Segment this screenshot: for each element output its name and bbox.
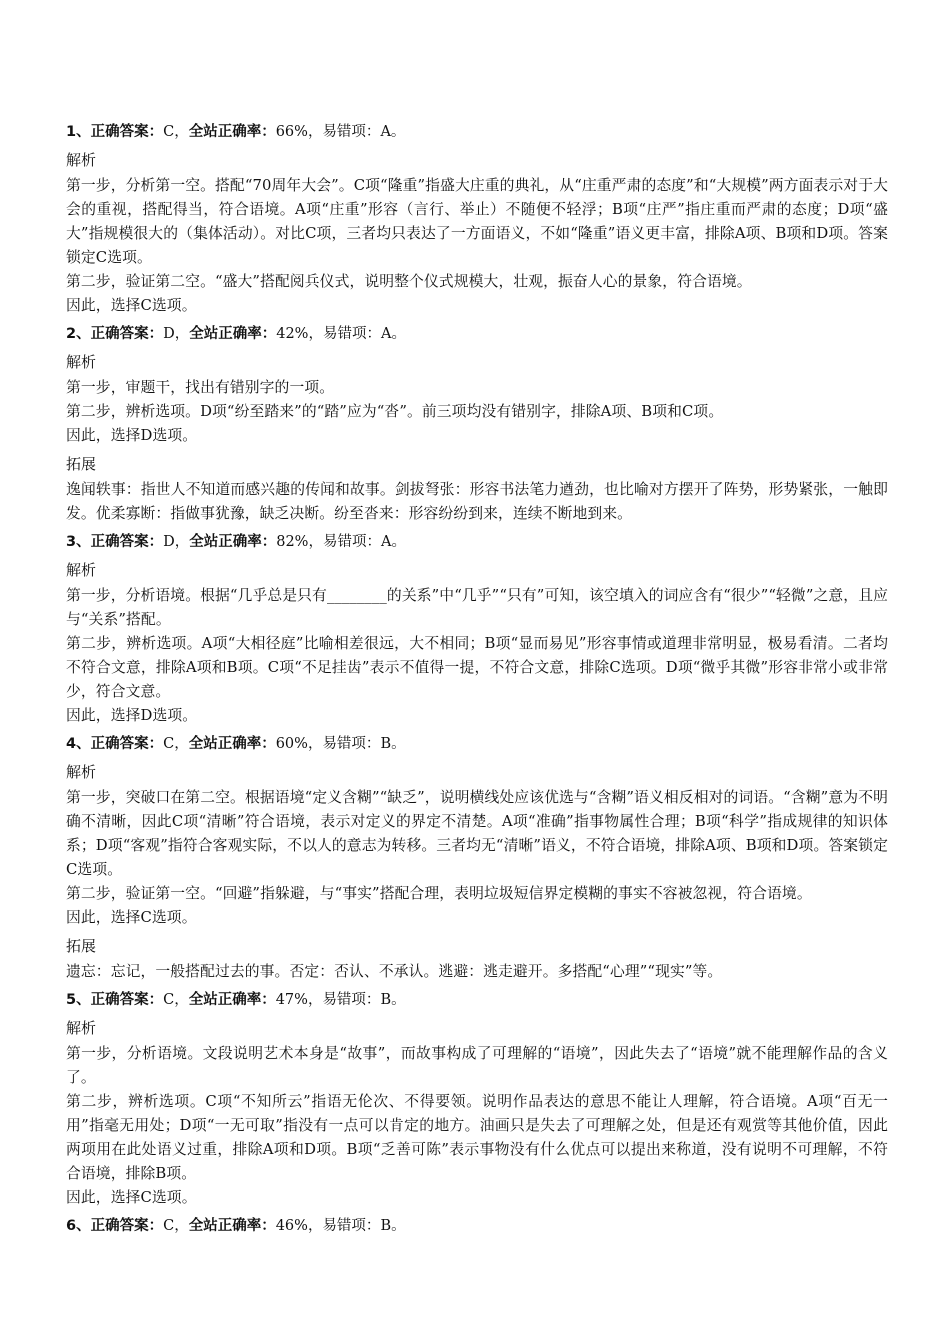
analysis-step: 第二步，验证第一空。“回避”指躲避，与“事实”搭配合理，表明垃圾短信界定模糊的事实不容被忽视，符合语境。	[66, 885, 812, 902]
colon: ：	[261, 736, 276, 752]
accuracy-rate: 82%	[276, 534, 309, 550]
wrong-option: A	[380, 534, 392, 550]
wrong-label: 易错项：	[322, 124, 381, 140]
correct-answer: C	[163, 1218, 175, 1234]
analysis-step: 第一步，分析语境。根据“几乎总是只有________的关系”中“几乎”“只有”可知，该空填入的词应含有“很少”“轻微”之意，且应与“关系”搭配。	[66, 587, 888, 628]
question-3-analysis	[66, 584, 888, 728]
accuracy-rate: 47%	[275, 992, 308, 1008]
colon: ：	[261, 534, 277, 550]
wrong-option: A	[380, 124, 391, 140]
question-6-header	[66, 1214, 888, 1238]
correct-answer: D	[163, 534, 175, 550]
rate-label: 全站正确率	[188, 1218, 262, 1234]
question-2-analysis	[66, 376, 888, 448]
wrong-option: A	[380, 326, 392, 342]
wrong-option: B	[380, 1218, 392, 1234]
wrong-label: 易错项：	[322, 992, 381, 1008]
analysis-heading: 解析	[66, 1019, 97, 1037]
colon: ：	[261, 124, 276, 140]
comma: ，	[174, 992, 189, 1008]
question-1-header	[66, 120, 888, 144]
wrong-option: B	[380, 736, 392, 752]
answer-label: 正确答案	[90, 736, 149, 752]
analysis-step: 第二步，辨析选项。D项“纷至踏来”的“踏”应为“沓”。前三项均没有错别字，排除A项、B项和C项。	[66, 403, 724, 420]
question-5-analysis	[66, 1042, 888, 1210]
correct-answer: C	[163, 124, 175, 140]
comma: ，	[307, 992, 323, 1008]
question-number: 6、	[66, 1218, 91, 1234]
question-2-expand	[66, 478, 888, 526]
analysis-step: 第一步，突破口在第二空。根据语境“定义含糊”“缺乏”，说明横线处应该优选与“含糊”语义相反相对的词语。“含糊”意为不明确不清晰，因此C项“清晰”符合语境，表示对定义的界定不清楚。A项“准确”指事物属性合理；B项“科学”指成规律的知识体系；D项“客观”指符合客观实际，不以人的意志为转移。三者均无“清晰”语义，不符合语境，排除A项、B项和D项。答案锁定C选项。	[66, 789, 888, 878]
question-4-analysis	[66, 786, 888, 930]
colon: ：	[148, 1218, 164, 1234]
question-number: 2、	[66, 326, 91, 342]
question-4-expand	[66, 960, 888, 984]
colon: ：	[261, 326, 277, 342]
period: 。	[391, 534, 406, 550]
wrong-label: 易错项：	[322, 1218, 381, 1234]
analysis-conclusion: 因此，选择C选项。	[66, 297, 197, 314]
question-5-header	[66, 988, 888, 1012]
analysis-heading: 解析	[66, 353, 97, 371]
expand-text: 遗忘：忘记，一般搭配过去的事。否定：否认、不承认。逃避：逃走避开。多搭配“心理”“现实”等。	[66, 963, 723, 980]
question-number: 3、	[66, 534, 91, 550]
analysis-step: 第一步，分析第一空。搭配“70周年大会”。C项“隆重”指盛大庄重的典礼，从“庄重严肃的态度”和“大规模”两方面表示对于大会的重视，搭配得当，符合语境。A项“庄重”形容（言行、举止）不随便不轻浮；B项“庄严”指庄重而严肃的态度；D项“盛大”指规模很大的（集体活动）。对比C项，三者均只表达了一方面语义，不如“隆重”语义更丰富，排除A项、B项和D项。答案锁定C选项。	[66, 177, 888, 266]
expand-heading: 拓展	[66, 937, 97, 955]
analysis-heading: 解析	[66, 763, 97, 781]
answer-label: 正确答案	[90, 124, 149, 140]
analysis-step: 第二步，辨析选项。A项“大相径庭”比喻相差很远，大不相同；B项“显而易见”形容事情或道理非常明显，极易看清。二者均不符合文意，排除A项和B项。C项“不足挂齿”表示不值得一提，不符合文意，排除C选项。D项“微乎其微”形容非常小或非常少，符合文意。	[66, 635, 888, 700]
wrong-label: 易错项：	[322, 534, 381, 550]
answer-analysis-content	[66, 118, 888, 1242]
comma: ，	[174, 1218, 189, 1234]
rate-label: 全站正确率	[188, 992, 262, 1008]
comma: ，	[174, 534, 190, 550]
answer-label: 正确答案	[90, 326, 149, 342]
period: 。	[391, 736, 406, 752]
comma: ，	[308, 534, 323, 550]
wrong-option: B	[380, 992, 392, 1008]
analysis-conclusion: 因此，选择C选项。	[66, 1189, 197, 1206]
analysis-conclusion: 因此，选择D选项。	[66, 707, 198, 724]
analysis-conclusion: 因此，选择D选项。	[66, 427, 198, 444]
comma: ，	[307, 1218, 323, 1234]
question-3-header	[66, 530, 888, 554]
answer-label: 正确答案	[90, 992, 149, 1008]
question-1-analysis	[66, 174, 888, 318]
colon: ：	[261, 1218, 276, 1234]
correct-answer: C	[163, 736, 175, 752]
colon: ：	[148, 124, 164, 140]
answer-label: 正确答案	[90, 1218, 149, 1234]
wrong-label: 易错项：	[322, 736, 381, 752]
colon: ：	[148, 736, 164, 752]
accuracy-rate: 42%	[276, 326, 309, 342]
analysis-step: 第一步，审题干，找出有错别字的一项。	[66, 379, 335, 396]
accuracy-rate: 46%	[275, 1218, 308, 1234]
question-number: 5、	[66, 992, 91, 1008]
wrong-label: 易错项：	[322, 326, 381, 342]
analysis-heading: 解析	[66, 561, 97, 579]
analysis-step: 第二步，辨析选项。C项“不知所云”指语无伦次、不得要领。说明作品表达的意思不能让人理解，符合语境。A项“百无一用”指毫无用处；D项“一无可取”指没有一点可以肯定的地方。油画只是失去了可理解之处，但是还有观赏等其他价值，因此两项用在此处语义过重，排除A项和D项。B项“乏善可陈”表示事物没有什么优点可以提出来称道，没有说明不可理解，不符合语境，排除B项。	[66, 1093, 888, 1182]
accuracy-rate: 66%	[275, 124, 308, 140]
comma: ，	[307, 736, 323, 752]
period: 。	[391, 1218, 406, 1234]
correct-answer: D	[163, 326, 175, 342]
analysis-step: 第二步，验证第二空。“盛大”搭配阅兵仪式，说明整个仪式规模大，壮观，振奋人心的景象，符合语境。	[66, 273, 752, 290]
rate-label: 全站正确率	[189, 534, 262, 550]
analysis-heading: 解析	[66, 151, 97, 169]
expand-heading: 拓展	[66, 455, 97, 473]
correct-answer: C	[163, 992, 175, 1008]
analysis-step: 第一步，分析语境。文段说明艺术本身是“故事”，而故事构成了可理解的“语境”，因此失去了“语境”就不能理解作品的含义了。	[66, 1045, 888, 1086]
rate-label: 全站正确率	[188, 124, 262, 140]
colon: ：	[148, 534, 164, 550]
colon: ：	[148, 326, 164, 342]
comma: ，	[307, 124, 323, 140]
comma: ，	[174, 326, 190, 342]
comma: ，	[308, 326, 323, 342]
question-number: 4、	[66, 736, 91, 752]
comma: ，	[174, 124, 189, 140]
period: 。	[391, 992, 406, 1008]
question-2-header	[66, 322, 888, 346]
rate-label: 全站正确率	[189, 326, 262, 342]
period: 。	[391, 326, 406, 342]
accuracy-rate: 60%	[275, 736, 308, 752]
question-number: 1、	[66, 124, 91, 140]
question-4-header	[66, 732, 888, 756]
colon: ：	[261, 992, 276, 1008]
period: 。	[390, 124, 406, 140]
rate-label: 全站正确率	[188, 736, 262, 752]
comma: ，	[174, 736, 189, 752]
expand-text: 逸闻轶事：指世人不知道而感兴趣的传闻和故事。剑拔弩张：形容书法笔力遒劲，也比喻对方摆开了阵势，形势紧张，一触即发。优柔寡断：指做事犹豫，缺乏决断。纷至沓来：形容纷纷到来，连续不断地到来。	[66, 481, 888, 522]
analysis-conclusion: 因此，选择C选项。	[66, 909, 197, 926]
colon: ：	[148, 992, 164, 1008]
answer-label: 正确答案	[90, 534, 149, 550]
